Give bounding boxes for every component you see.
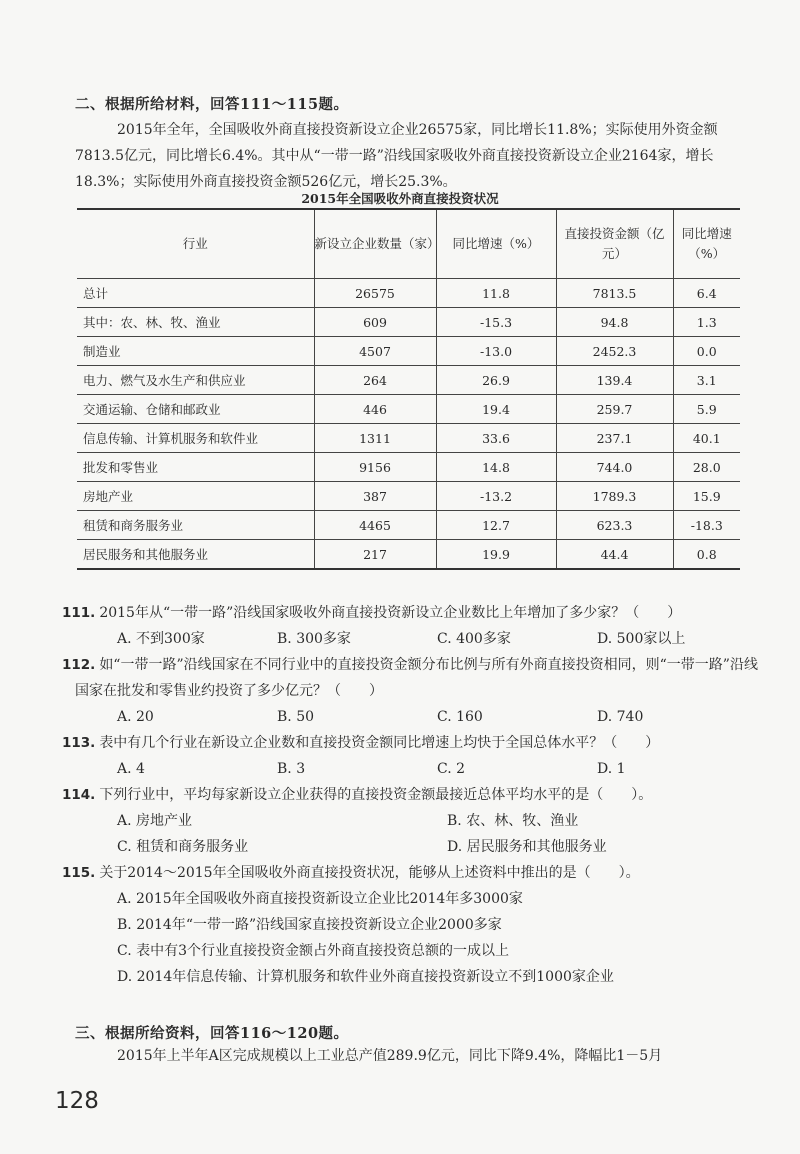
cell-firms-growth: -15.3 bbox=[436, 308, 556, 337]
header-amount-growth: 同比增速（%） bbox=[673, 209, 740, 279]
cell-firms-growth: -13.2 bbox=[436, 482, 556, 511]
cell-firms: 446 bbox=[314, 395, 436, 424]
table-row bbox=[77, 366, 740, 395]
cell-industry: 信息传输、计算机服务和软件业 bbox=[77, 424, 314, 453]
cell-amount: 7813.5 bbox=[556, 279, 673, 308]
question-text: 表中有几个行业在新设立企业数和直接投资金额同比增速上均快于全国总体水平？（ ） bbox=[99, 735, 660, 751]
question-text: 关于2014～2015年全国吸收外商直接投资状况，能够从上述资料中推出的是（ ）。 bbox=[99, 865, 640, 881]
question-stem bbox=[62, 730, 765, 756]
cell-industry: 电力、燃气及水生产和供应业 bbox=[77, 366, 314, 395]
answer-options bbox=[117, 626, 765, 652]
question-number: 113. bbox=[62, 735, 96, 751]
answer-option[interactable]: D. 500家以上 bbox=[597, 631, 686, 647]
cell-industry: 总计 bbox=[77, 279, 314, 308]
answer-option[interactable]: A. 房地产业 bbox=[117, 813, 193, 829]
answer-option[interactable]: B. 农、林、牧、渔业 bbox=[447, 813, 579, 829]
question-number: 111. bbox=[62, 605, 96, 621]
cell-firms-growth: 19.4 bbox=[436, 395, 556, 424]
cell-amount-growth: 6.4 bbox=[673, 279, 740, 308]
cell-firms-growth: 19.9 bbox=[436, 540, 556, 570]
answer-option[interactable]: D. 2014年信息传输、计算机服务和软件业外商直接投资新设立不到1000家企业 bbox=[117, 969, 614, 985]
question-stem bbox=[62, 782, 765, 808]
cell-firms: 4465 bbox=[314, 511, 436, 540]
table-row bbox=[77, 482, 740, 511]
cell-industry: 租赁和商务服务业 bbox=[77, 511, 314, 540]
cell-industry: 交通运输、仓储和邮政业 bbox=[77, 395, 314, 424]
answer-option[interactable]: B. 2014年“一带一路”沿线国家直接投资新设立企业2000多家 bbox=[117, 917, 502, 933]
answer-option[interactable]: C. 2 bbox=[437, 761, 466, 777]
answer-option[interactable]: C. 表中有3个行业直接投资金额占外商直接投资总额的一成以上 bbox=[117, 943, 510, 959]
question-number: 115. bbox=[62, 865, 96, 881]
table-header-row bbox=[77, 209, 740, 279]
table-row bbox=[77, 337, 740, 366]
cell-amount: 744.0 bbox=[556, 453, 673, 482]
cell-firms: 4507 bbox=[314, 337, 436, 366]
answer-option[interactable]: B. 300多家 bbox=[277, 631, 351, 647]
answer-option[interactable]: A. 4 bbox=[117, 761, 145, 777]
question bbox=[62, 652, 765, 730]
cell-amount-growth: 40.1 bbox=[673, 424, 740, 453]
question-list bbox=[62, 600, 765, 990]
cell-amount: 44.4 bbox=[556, 540, 673, 570]
cell-firms: 1311 bbox=[314, 424, 436, 453]
question-stem bbox=[62, 600, 765, 626]
question-text: 如“一带一路”沿线国家在不同行业中的直接投资金额分布比例与所有外商直接投资相同，则“一带一路”沿线国家在批发和零售业约投资了多少亿元？（ ） bbox=[75, 657, 758, 699]
question-text: 下列行业中，平均每家新设立企业获得的直接投资金额最接近总体平均水平的是（ ）。 bbox=[99, 787, 653, 803]
cell-industry: 其中：农、林、牧、渔业 bbox=[77, 308, 314, 337]
section2-title: 二、根据所给材料，回答111～115题。 bbox=[75, 96, 349, 113]
cell-firms: 26575 bbox=[314, 279, 436, 308]
cell-amount: 259.7 bbox=[556, 395, 673, 424]
cell-firms: 9156 bbox=[314, 453, 436, 482]
cell-firms-growth: 26.9 bbox=[436, 366, 556, 395]
cell-industry: 房地产业 bbox=[77, 482, 314, 511]
question-number: 114. bbox=[62, 787, 96, 803]
question bbox=[62, 782, 765, 860]
cell-firms: 609 bbox=[314, 308, 436, 337]
cell-firms-growth: 33.6 bbox=[436, 424, 556, 453]
investment-table bbox=[77, 208, 740, 570]
question bbox=[62, 730, 765, 782]
cell-amount: 139.4 bbox=[556, 366, 673, 395]
answer-option[interactable]: B. 50 bbox=[277, 709, 315, 725]
answer-option[interactable]: A. 2015年全国吸收外商直接投资新设立企业比2014年多3000家 bbox=[117, 891, 523, 907]
answer-option[interactable]: A. 20 bbox=[117, 709, 154, 725]
answer-options bbox=[117, 756, 765, 782]
table-title: 2015年全国吸收外商直接投资状况 bbox=[301, 191, 499, 206]
table-row bbox=[77, 279, 740, 308]
cell-amount: 94.8 bbox=[556, 308, 673, 337]
question-text: 2015年从“一带一路”沿线国家吸收外商直接投资新设立企业数比上年增加了多少家？（ ） bbox=[99, 605, 682, 621]
cell-firms: 264 bbox=[314, 366, 436, 395]
intro-paragraph: 2015年全年，全国吸收外商直接投资新设立企业26575家，同比增长11.8%；实际使用外资金额7813.5亿元，同比增长6.4%。其中从“一带一路”沿线国家吸收外商直接投资新设立企业2164家，增长18.3%；实际使用外商直接投资金额526亿元，增长25.3%。 bbox=[75, 122, 718, 190]
cell-amount-growth: 0.0 bbox=[673, 337, 740, 366]
cell-industry: 批发和零售业 bbox=[77, 453, 314, 482]
cell-amount-growth: 1.3 bbox=[673, 308, 740, 337]
answer-option[interactable]: C. 租赁和商务服务业 bbox=[117, 839, 249, 855]
question bbox=[62, 600, 765, 652]
cell-firms: 387 bbox=[314, 482, 436, 511]
cell-amount-growth: 28.0 bbox=[673, 453, 740, 482]
header-firms-growth: 同比增速（%） bbox=[436, 209, 556, 279]
cell-firms-growth: 14.8 bbox=[436, 453, 556, 482]
cell-firms: 217 bbox=[314, 540, 436, 570]
table-row bbox=[77, 511, 740, 540]
answer-option[interactable]: D. 740 bbox=[597, 709, 644, 725]
table-row bbox=[77, 540, 740, 570]
answer-option[interactable]: D. 1 bbox=[597, 761, 626, 777]
table-row bbox=[77, 424, 740, 453]
cell-industry: 居民服务和其他服务业 bbox=[77, 540, 314, 570]
cell-amount-growth: 5.9 bbox=[673, 395, 740, 424]
cell-industry: 制造业 bbox=[77, 337, 314, 366]
answer-options bbox=[117, 808, 765, 860]
question-stem bbox=[62, 860, 765, 886]
cell-amount-growth: 15.9 bbox=[673, 482, 740, 511]
cell-amount-growth: 0.8 bbox=[673, 540, 740, 570]
header-firms: 新设立企业数量（家） bbox=[314, 209, 436, 279]
cell-amount: 623.3 bbox=[556, 511, 673, 540]
table-row bbox=[77, 453, 740, 482]
question-number: 112. bbox=[62, 657, 96, 673]
cell-firms-growth: 11.8 bbox=[436, 279, 556, 308]
header-industry: 行业 bbox=[77, 209, 314, 279]
header-amount: 直接投资金额（亿元） bbox=[556, 209, 673, 279]
cell-amount: 1789.3 bbox=[556, 482, 673, 511]
question bbox=[62, 860, 765, 990]
cell-firms-growth: -13.0 bbox=[436, 337, 556, 366]
table-row bbox=[77, 395, 740, 424]
answer-option[interactable]: D. 居民服务和其他服务业 bbox=[447, 839, 607, 855]
cell-firms-growth: 12.7 bbox=[436, 511, 556, 540]
table-row bbox=[77, 308, 740, 337]
cell-amount-growth: -18.3 bbox=[673, 511, 740, 540]
cell-amount: 237.1 bbox=[556, 424, 673, 453]
cell-amount-growth: 3.1 bbox=[673, 366, 740, 395]
answer-option[interactable]: A. 不到300家 bbox=[117, 631, 205, 647]
answer-option[interactable]: C. 160 bbox=[437, 709, 483, 725]
section3-title: 三、根据所给资料，回答116～120题。 bbox=[75, 1025, 349, 1042]
cell-amount: 2452.3 bbox=[556, 337, 673, 366]
section3-paragraph: 2015年上半年A区完成规模以上工业总产值289.9亿元，同比下降9.4%，降幅比1－5月 bbox=[117, 1048, 663, 1064]
answer-options bbox=[117, 704, 765, 730]
question-stem bbox=[62, 652, 765, 704]
answer-option[interactable]: C. 400多家 bbox=[437, 631, 511, 647]
page-number: 128 bbox=[55, 1088, 99, 1114]
answer-option[interactable]: B. 3 bbox=[277, 761, 306, 777]
